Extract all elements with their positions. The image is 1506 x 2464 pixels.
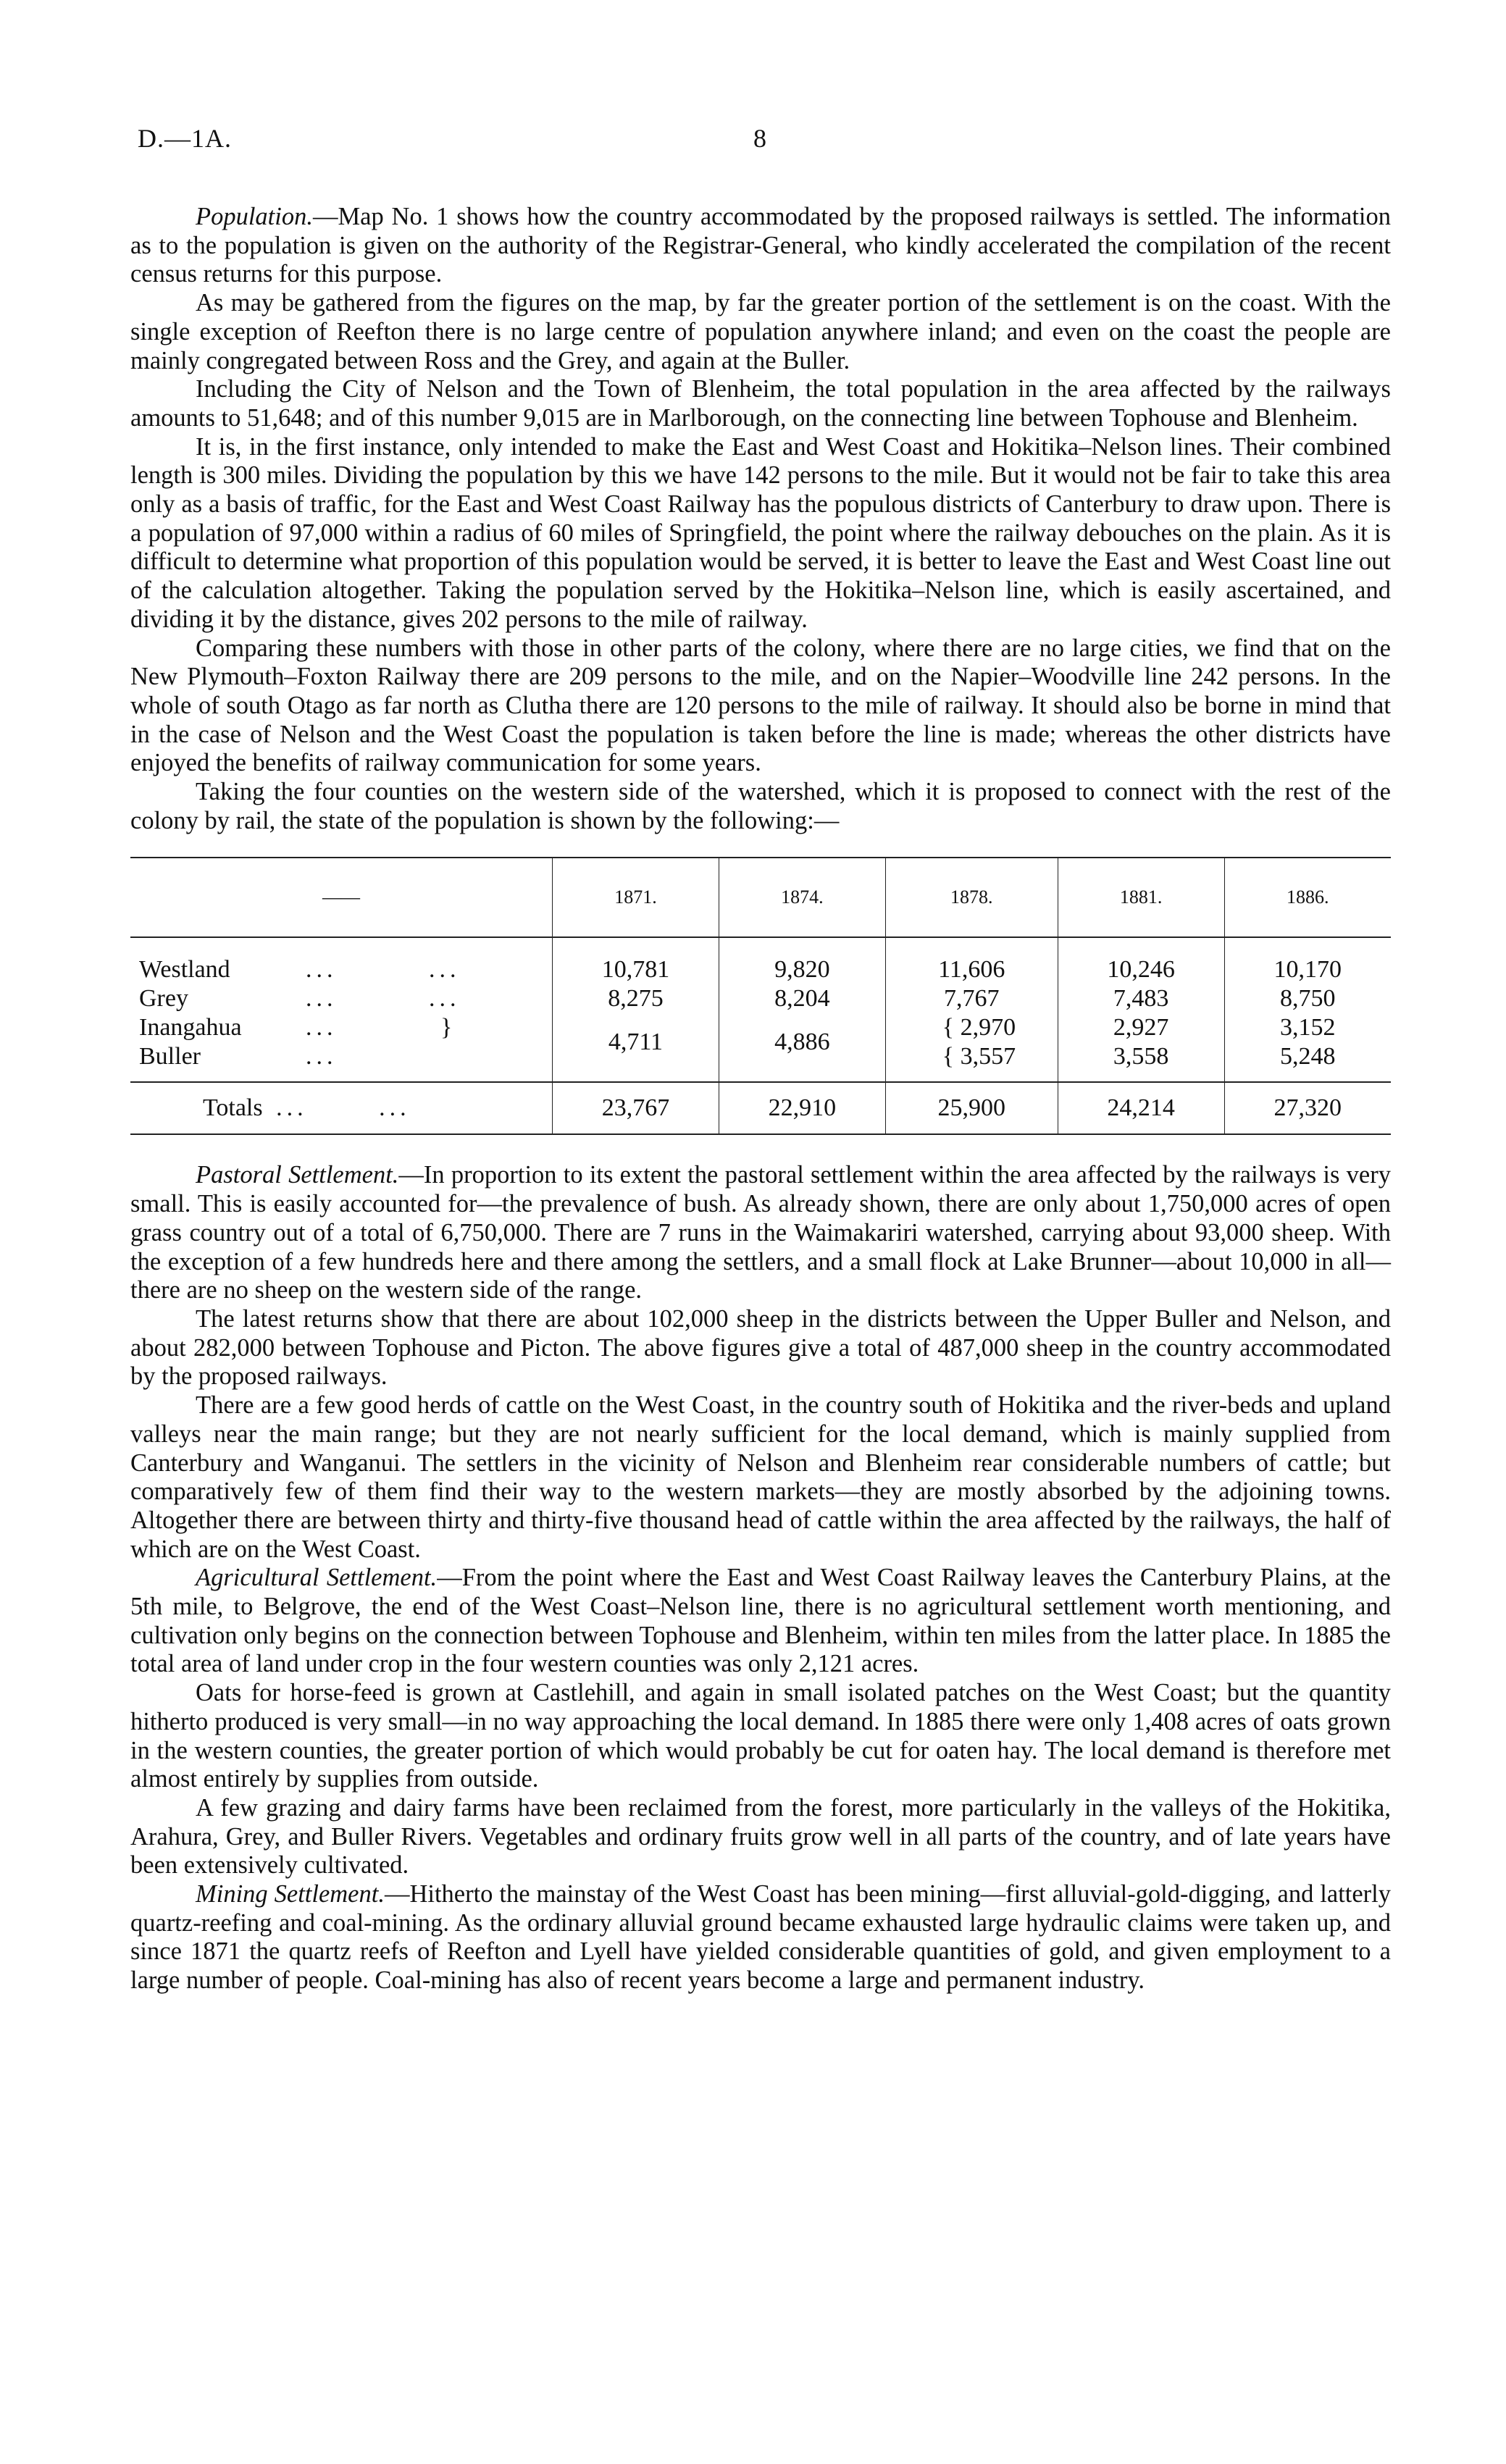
county-name: Buller [139, 1043, 201, 1070]
table-cell: 10,170 [1273, 956, 1342, 984]
document-page [130, 123, 1391, 1995]
total-cell: 24,214 [1058, 1082, 1224, 1133]
year-column-1874 [719, 937, 885, 1082]
table-cell: 2,970 [960, 1014, 1016, 1042]
table-cell: 7,767 [943, 985, 1000, 1013]
grouping-brace: } [440, 1014, 453, 1042]
table-corner: —— [130, 858, 553, 937]
document-reference: D.—1A. [138, 124, 232, 153]
year-header: 1886. [1224, 858, 1391, 937]
county-name: Inangahua [139, 1014, 242, 1042]
paragraph: The latest returns show that there are about 102,000 sheep in the districts between the Upper Buller and Nelson, and about 282,000 between Tophouse and Picton. The above figures give a total of 487,000 sheep in the country accommodated by the proposed railways. [130, 1304, 1391, 1391]
paragraph: There are a few good herds of cattle on the West Coast, in the country south of Hokitika and the river-beds and upland valleys near the main range; but they are not nearly sufficient for the local demand, which is mainly supplied from Canterbury and Wanganui. The settlers in the vicinity of Nelson and Blenheim rear considerable numbers of cattle; but comparatively few of them find their way to the western markets—they are mostly absorbed by the adjoining towns. Altogether there are between thirty and thirty-five thousand head of cattle within the area affected by the railways, the half of which are on the West Coast. [130, 1391, 1391, 1563]
county-name: Westland [139, 956, 230, 984]
table-cell: 8,204 [774, 985, 830, 1013]
total-cell: 23,767 [553, 1082, 719, 1133]
mining-section [130, 1880, 1391, 1995]
paragraph: It is, in the first instance, only intended to make the East and West Coast and Hokitika–Nelson lines. Their combined length is 300 miles. Dividing the population by this we have 142 persons to the mile. But it would not be fair to take this area only as a basis of traffic, for the East and West Coast Railway has the populous districts of Canterbury to draw upon. There is a population of 97,000 within a radius of 60 miles of Springfield, the point where the railway debouches on the plain. As it is difficult to determine what proportion of this population would be served, it is better to leave the East and West Coast line out of the calculation altogether. Taking the population served by the Hokitika–Nelson line, which is easily ascertained, and dividing it by the distance, gives 202 persons to the mile of railway. [130, 432, 1391, 633]
page-header [130, 123, 1391, 167]
leader-dots: ... [306, 1043, 338, 1070]
paragraph: A few grazing and dairy farms have been reclaimed from the forest, more particularly in the valleys of the Hokitika, Arahura, Grey, and Buller Rivers. Vegetables and ordinary fruits grow well in all parts of the country, and of late years have been extensively cultivated. [130, 1793, 1391, 1880]
paragraph: As may be gathered from the figures on the map, by far the greater portion of the settlement is on the coast. With the single exception of Reefton there is no large centre of population anywhere inland; and even on the coast the people are mainly congregated between Ross and the Grey, and again at the Buller. [130, 289, 1391, 374]
section-lead: Pastoral Settlement. [196, 1161, 399, 1189]
paragraph: Agricultural Settlement.—From the point where the East and West Coast Railway leaves the Canterbury Plains, at the 5th mile, to Belgrove, the end of the West Coast–Nelson line, there is no agricultural settlement worth mentioning, and cultivation only begins on the connection between Tophouse and Blenheim, within ten miles from the latter place. In 1885 the total area of land under crop in the four western counties was only 2,121 acres. [130, 1564, 1391, 1678]
county-column [130, 937, 553, 1082]
table-cell: 8,275 [608, 985, 664, 1013]
leader-dots: ... [429, 985, 461, 1013]
year-column-1878 [885, 937, 1058, 1082]
table-cell: 9,820 [774, 956, 830, 984]
leader-dots: ... [306, 1014, 338, 1042]
paragraph: Population.—Map No. 1 shows how the country accommodated by the proposed railways is settled. The information as to the population is given on the authority of the Registrar-General, who kindly accelerated the compilation of the recent census returns for this purpose. [130, 203, 1391, 288]
leader-dots: ... [429, 956, 461, 984]
table-cell: 3,557 [960, 1043, 1016, 1070]
section-lead: Mining Settlement. [196, 1880, 385, 1908]
table-cell: 11,606 [938, 956, 1005, 984]
paragraph: Oats for horse-feed is grown at Castlehill, and again in small isolated patches on the West Coast; but the quantity hitherto produced is very small—in no way approaching the local demand. In 1885 there were only 1,408 acres of oats grown in the western counties, the greater portion of which would probably be cut for oaten hay. The local demand is therefore met almost entirely by supplies from outside. [130, 1679, 1391, 1793]
table-row [130, 937, 1391, 1082]
paragraph: Mining Settlement.—Hitherto the mainstay of the West Coast has been mining—first alluvial-gold-digging, and latterly quartz-reefing and coal-mining. As the ordinary alluvial ground became exhausted large hydraulic claims were taken up, and since 1871 the quartz reefs of Reefton and Lyell have yielded considerable quantities of gold, and given employment to a large number of people. Coal-mining has also of recent years become a large and permanent industry. [130, 1880, 1391, 1995]
totals-label: Totals [203, 1094, 263, 1122]
year-column-1886 [1224, 937, 1391, 1082]
paragraph: Pastoral Settlement.—In proportion to its extent the pastoral settlement within the area affected by the railways is very small. This is easily accounted for—the prevalence of bush. As already shown, there are only about 1,750,000 acres of open grass country out of a total of 6,750,000. There are 7 runs in the Waimakariri watershed, carrying about 93,000 sheep. With the exception of a few hundreds here and there among the settlers, and a small flock at Lake Brunner—about 10,000 in all—there are no sheep on the western side of the range. [130, 1161, 1391, 1304]
table-cell: 3,558 [1113, 1043, 1169, 1070]
table-cell: 4,886 [774, 1028, 830, 1056]
table-cell: 8,750 [1280, 985, 1336, 1013]
year-header: 1878. [885, 858, 1058, 937]
paragraph: Including the City of Nelson and the Town of Blenheim, the total population in the area affected by the railways amounts to 51,648; and of this number 9,015 are in Marlborough, on the connecting line between Tophouse and Blenheim. [130, 375, 1391, 432]
population-section [130, 203, 1391, 835]
paragraph: Taking the four counties on the western side of the watershed, which it is proposed to connect with the rest of the colony by rail, the state of the population is shown by the following:— [130, 778, 1391, 834]
table-cell: 7,483 [1113, 985, 1169, 1013]
split-brace: { [942, 1014, 955, 1042]
total-cell: 25,900 [885, 1082, 1058, 1133]
section-lead: Population. [196, 203, 313, 230]
table-cell: 2,927 [1113, 1014, 1169, 1042]
table-cell: 4,711 [608, 1028, 664, 1056]
leader-dots: ... [379, 1094, 411, 1122]
year-column-1881 [1058, 937, 1224, 1082]
table-cell: 10,246 [1107, 956, 1175, 984]
paragraph: Comparing these numbers with those in other parts of the colony, where there are no large cities, we find that on the New Plymouth–Foxton Railway there are 209 persons to the mile, and on the Napier–Woodville line 242 persons. In the whole of south Otago as far north as Clutha there are 120 persons to the mile of railway. It should also be borne in mind that in the case of Nelson and the West Coast the population is taken before the line is made; whereas the other districts have enjoyed the benefits of railway communication for some years. [130, 634, 1391, 777]
year-header: 1871. [553, 858, 719, 937]
pastoral-section [130, 1161, 1391, 1564]
agricultural-section [130, 1564, 1391, 1880]
year-column-1871 [553, 937, 719, 1082]
leader-dots: ... [276, 1094, 308, 1122]
table-cell: 5,248 [1280, 1043, 1336, 1070]
population-table [130, 857, 1391, 1135]
table-header-row [130, 858, 1391, 937]
year-header: 1874. [719, 858, 885, 937]
table-cell: 10,781 [601, 956, 670, 984]
table-cell: 3,152 [1280, 1014, 1336, 1042]
totals-label-cell [130, 1082, 553, 1133]
total-cell: 27,320 [1224, 1082, 1391, 1133]
county-name: Grey [139, 985, 188, 1013]
section-lead: Agricultural Settlement. [196, 1564, 438, 1592]
leader-dots: ... [306, 956, 338, 984]
totals-row [130, 1082, 1391, 1133]
leader-dots: ... [306, 985, 338, 1013]
year-header: 1881. [1058, 858, 1224, 937]
split-brace: { [942, 1043, 955, 1070]
total-cell: 22,910 [719, 1082, 885, 1133]
page-number: 8 [753, 124, 767, 153]
